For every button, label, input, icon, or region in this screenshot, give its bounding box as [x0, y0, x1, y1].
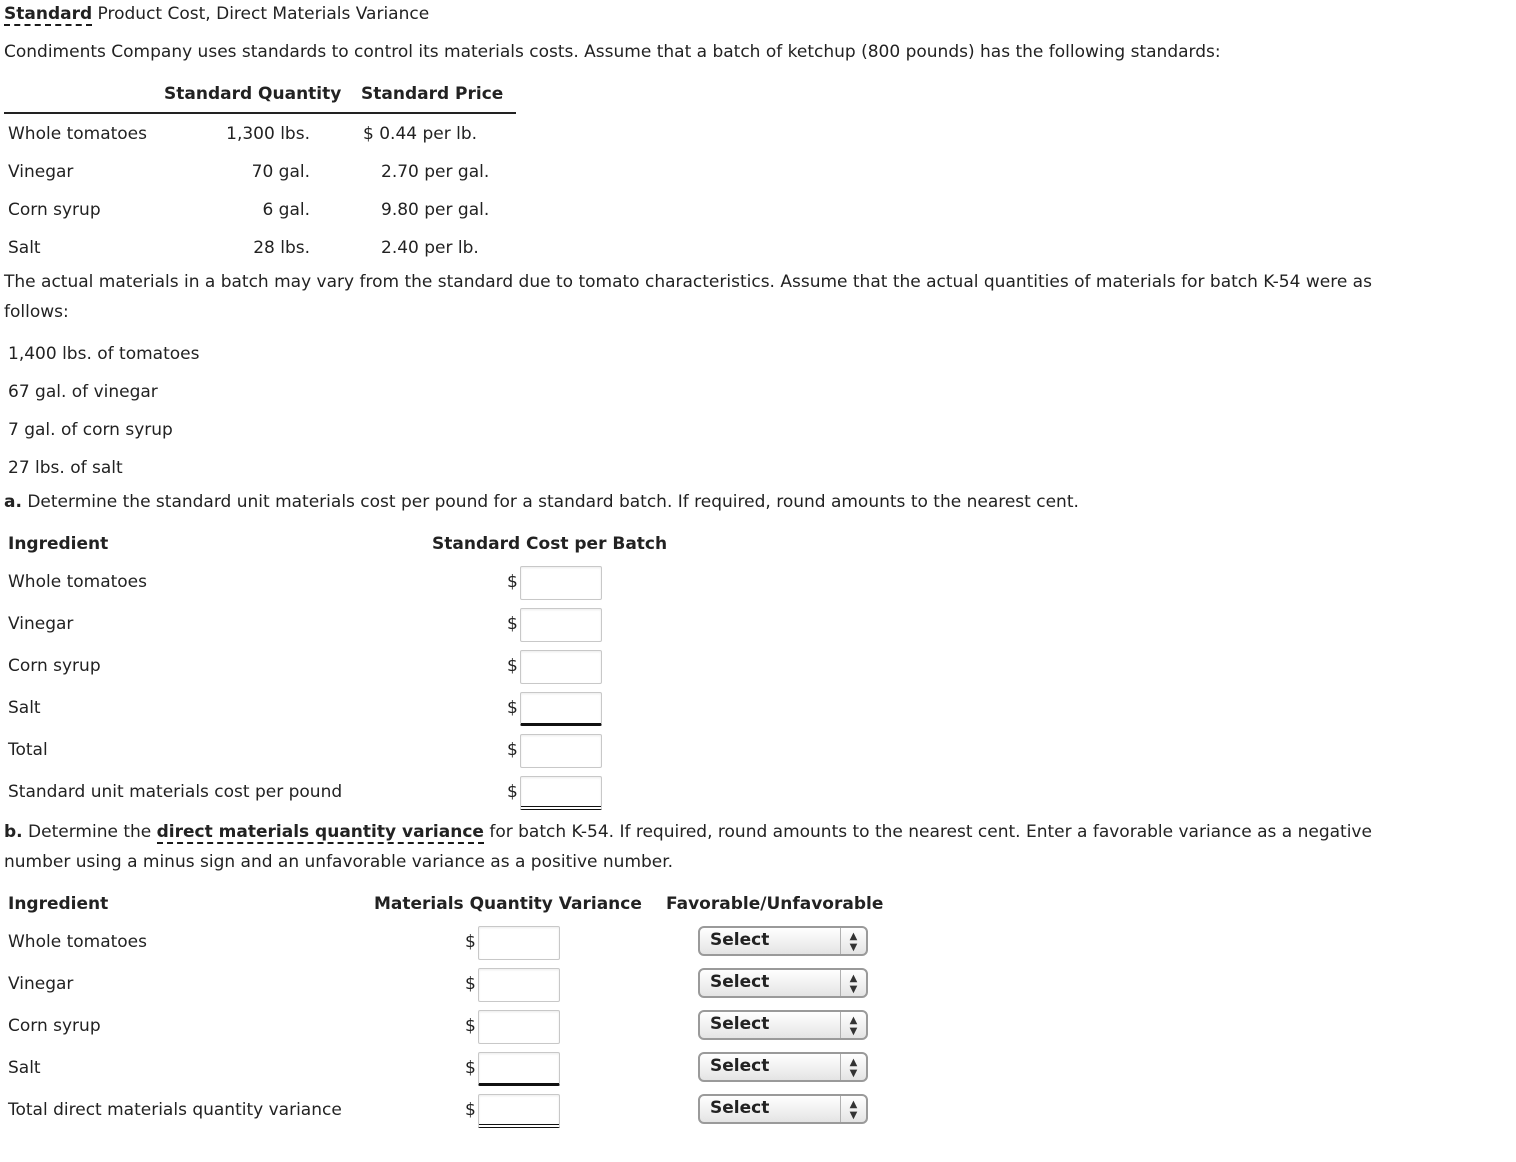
actual-item: 7 gal. of corn syrup	[8, 420, 173, 440]
variance-input-corn-syrup[interactable]	[478, 1010, 560, 1044]
part-b-row-label: Corn syrup	[8, 1016, 101, 1036]
select-arrows-icon: ▲ ▼	[840, 928, 866, 954]
page-title	[4, 4, 429, 24]
part-a-prompt	[4, 492, 1079, 512]
part-b-col-variance: Materials Quantity Variance	[374, 894, 642, 914]
variance-input-salt[interactable]	[478, 1052, 560, 1086]
dollar-sign: $	[465, 1016, 476, 1036]
standards-qty: 28 lbs.	[253, 238, 310, 258]
cost-input-unit-cost-per-pound[interactable]	[520, 776, 602, 810]
select-label: Select	[710, 1056, 770, 1076]
part-a-col-ingredient: Ingredient	[8, 534, 109, 554]
dollar-sign: $	[465, 1100, 476, 1120]
select-label: Select	[710, 930, 770, 950]
intro-text: Condiments Company uses standards to control its materials costs. Assume that a batch of ketchup (800 pounds) has the following standards:	[4, 42, 1221, 62]
part-a-label: a.	[4, 492, 22, 512]
standards-price: $ 0.44 per lb.	[363, 124, 478, 144]
standards-ingredient: Vinegar	[8, 162, 74, 182]
cost-input-salt[interactable]	[520, 692, 602, 726]
fav-select-vinegar[interactable]	[698, 968, 868, 998]
part-b-text-before: Determine the	[28, 822, 152, 842]
select-arrows-icon: ▲ ▼	[840, 970, 866, 996]
cost-input-whole-tomatoes[interactable]	[520, 566, 602, 600]
part-b-col-fav: Favorable/Unfavorable	[666, 894, 884, 914]
dollar-sign: $	[465, 974, 476, 994]
standards-price: 9.80 per gal.	[381, 200, 490, 220]
variance-input-total[interactable]	[478, 1094, 560, 1128]
glossary-term-link[interactable]: direct materials quantity variance	[156, 822, 484, 842]
select-label: Select	[710, 1098, 770, 1118]
standards-price: 2.70 per gal.	[381, 162, 490, 182]
table-header-rule	[4, 112, 516, 114]
part-a-row-label: Salt	[8, 698, 41, 718]
actual-item: 1,400 lbs. of tomatoes	[8, 344, 200, 364]
fav-select-whole-tomatoes[interactable]	[698, 926, 868, 956]
standards-ingredient: Corn syrup	[8, 200, 101, 220]
dollar-sign: $	[465, 932, 476, 952]
col-header-standard-quantity: Standard Quantity	[164, 84, 342, 104]
dollar-sign: $	[507, 572, 518, 592]
part-b-prompt	[4, 822, 1372, 842]
actual-item: 67 gal. of vinegar	[8, 382, 158, 402]
part-b-text-after: for batch K-54. If required, round amounts to the nearest cent. Enter a favorable variance as a negative	[489, 822, 1372, 842]
select-arrows-icon: ▲ ▼	[840, 1054, 866, 1080]
part-a-row-label: Total	[8, 740, 48, 760]
part-b-label: b.	[4, 822, 23, 842]
part-b-row-label: Total direct materials quantity variance	[8, 1100, 342, 1120]
actual-intro-line2: follows:	[4, 302, 69, 322]
title-term[interactable]: Standard	[4, 4, 93, 24]
actual-item: 27 lbs. of salt	[8, 458, 123, 478]
part-a-text: Determine the standard unit materials cost per pound for a standard batch. If required, round amounts to the nearest cent.	[27, 492, 1079, 512]
standards-qty: 70 gal.	[251, 162, 310, 182]
part-b-row-label: Vinegar	[8, 974, 74, 994]
dollar-sign: $	[507, 614, 518, 634]
fav-select-total[interactable]	[698, 1094, 868, 1124]
standards-price: 2.40 per lb.	[381, 238, 479, 258]
select-arrows-icon: ▲ ▼	[840, 1096, 866, 1122]
select-label: Select	[710, 972, 770, 992]
dollar-sign: $	[507, 782, 518, 802]
fav-select-salt[interactable]	[698, 1052, 868, 1082]
variance-input-whole-tomatoes[interactable]	[478, 926, 560, 960]
standards-qty: 1,300 lbs.	[226, 124, 310, 144]
select-arrows-icon: ▲ ▼	[840, 1012, 866, 1038]
cost-input-vinegar[interactable]	[520, 608, 602, 642]
part-a-col-cost: Standard Cost per Batch	[432, 534, 668, 554]
standards-qty: 6 gal.	[262, 200, 310, 220]
part-b-text-line2: number using a minus sign and an unfavorable variance as a positive number.	[4, 852, 674, 872]
standards-ingredient: Salt	[8, 238, 41, 258]
part-b-row-label: Salt	[8, 1058, 41, 1078]
standards-ingredient: Whole tomatoes	[8, 124, 147, 144]
part-a-row-label: Corn syrup	[8, 656, 101, 676]
dollar-sign: $	[465, 1058, 476, 1078]
dollar-sign: $	[507, 740, 518, 760]
part-b-col-ingredient: Ingredient	[8, 894, 109, 914]
variance-input-vinegar[interactable]	[478, 968, 560, 1002]
part-a-row-label: Vinegar	[8, 614, 74, 634]
dollar-sign: $	[507, 698, 518, 718]
part-a-row-label: Whole tomatoes	[8, 572, 147, 592]
col-header-standard-price: Standard Price	[361, 84, 504, 104]
part-a-row-label: Standard unit materials cost per pound	[8, 782, 343, 802]
part-b-row-label: Whole tomatoes	[8, 932, 147, 952]
actual-intro-line1: The actual materials in a batch may vary from the standard due to tomato characteristics. Assume that the actual quantities of materials for batch K-54 were as	[4, 272, 1372, 292]
cost-input-total[interactable]	[520, 734, 602, 768]
cost-input-corn-syrup[interactable]	[520, 650, 602, 684]
fav-select-corn-syrup[interactable]	[698, 1010, 868, 1040]
title-rest: Product Cost, Direct Materials Variance	[97, 4, 430, 24]
select-label: Select	[710, 1014, 770, 1034]
dollar-sign: $	[507, 656, 518, 676]
